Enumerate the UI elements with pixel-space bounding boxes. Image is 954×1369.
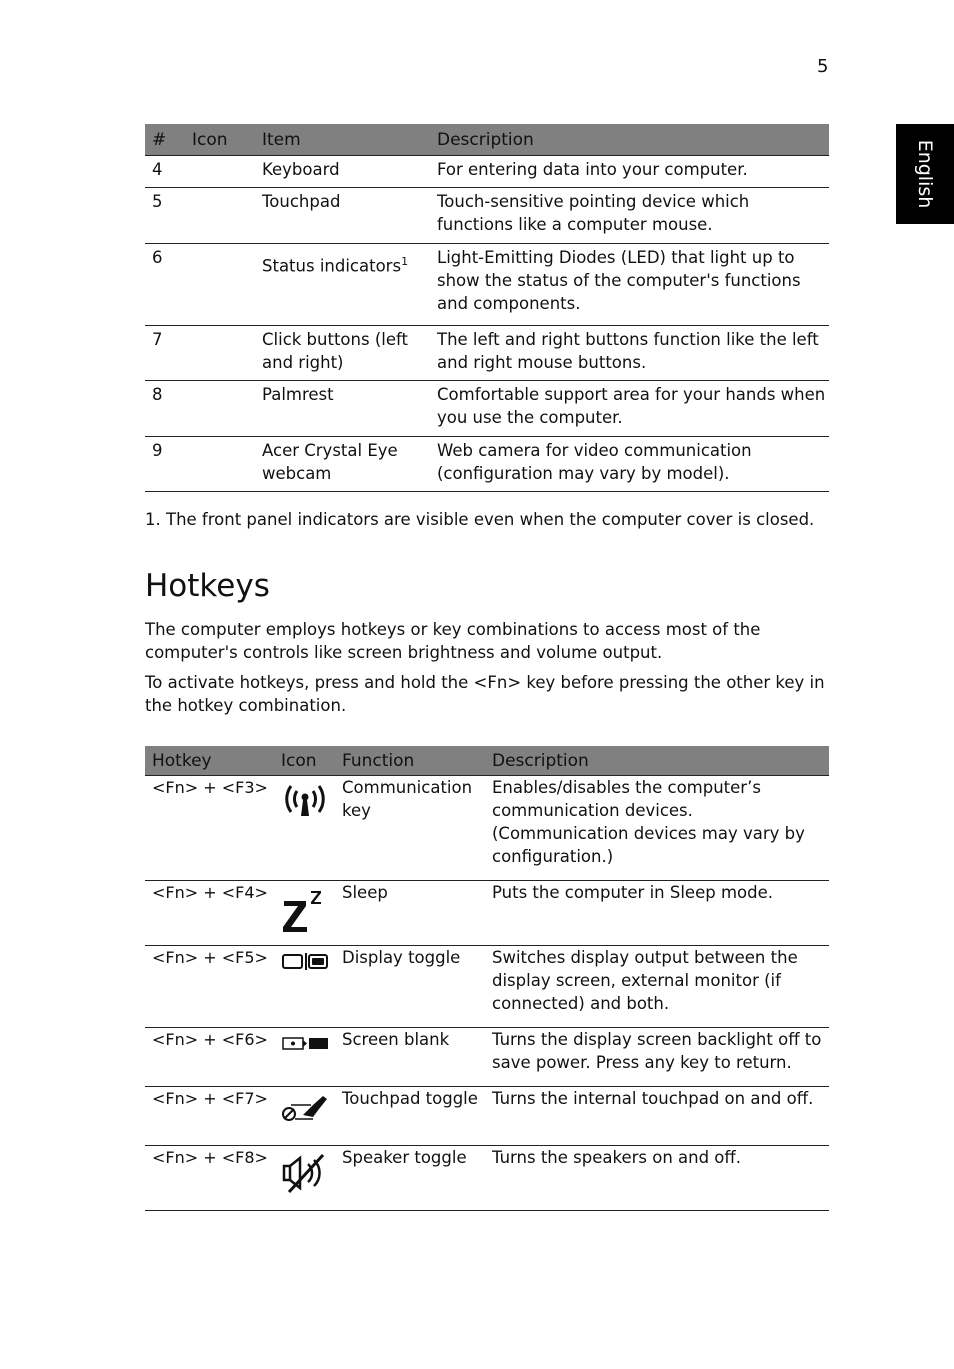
table-row [145,1087,829,1146]
cell-item: Keyboard [255,156,430,188]
header-description: Description [485,746,829,776]
cell-num: 9 [145,437,185,492]
fn-key: <Fn> [473,673,522,692]
table-row [145,156,829,188]
header-icon: Icon [185,124,255,156]
cell-num: 8 [145,381,185,437]
table-row [145,244,829,326]
header-function: Function [335,746,485,776]
section-title: Hotkeys [145,568,270,604]
footnote-ref: 1 [401,255,409,268]
table-row [145,381,829,437]
cell-desc: Switches display output between the display screen, external monitor (if connected) and both. [485,946,829,1028]
cell-desc: Comfortable support area for your hands when you use the computer. [430,381,829,437]
cell-desc: For entering data into your computer. [430,156,829,188]
table-row [145,946,829,1028]
cell-item [255,244,430,326]
cell-hotkey: <Fn> + <F6> [145,1028,274,1087]
cell-desc: Light-Emitting Diodes (LED) that light up to show the status of the computer's functions and components. [430,244,829,326]
paragraph: The computer employs hotkeys or key combinations to access most of the computer's controls like screen brightness and volume output. [145,620,761,662]
cell-desc: Turns the display screen backlight off to save power. Press any key to return. [485,1028,829,1087]
display-toggle-icon [281,952,329,970]
hotkeys-table [145,746,829,1211]
cell-item: Touchpad [255,188,430,244]
cell-desc: Touch-sensitive pointing device which functions like a computer mouse. [430,188,829,244]
header-item: Item [255,124,430,156]
text: To activate hotkeys, press and hold the [145,673,474,692]
cell-function: Speaker toggle [335,1146,485,1211]
cell-desc: Enables/disables the computer’s communication devices. (Communication devices may vary by configuration.) [485,776,829,881]
table-header [145,746,829,776]
cell-function: Sleep [335,881,485,946]
cell-function: Screen blank [335,1028,485,1087]
cell-num: 4 [145,156,185,188]
table-row [145,776,829,881]
cell-desc: Puts the computer in Sleep mode. [485,881,829,946]
table-row [145,881,829,946]
cell-num: 7 [145,326,185,381]
table-header [145,124,829,156]
cell-num: 6 [145,244,185,326]
cell-desc: Turns the internal touchpad on and off. [485,1087,829,1146]
cell-item: Click buttons (left and right) [255,326,430,381]
header-hotkey: Hotkey [145,746,274,776]
cell-hotkey: <Fn> + <F8> [145,1146,274,1211]
header-icon: Icon [274,746,335,776]
speaker-mute-icon [281,1152,329,1194]
cell-hotkey: <Fn> + <F5> [145,946,274,1028]
cell-hotkey: <Fn> + <F4> [145,881,274,946]
cell-hotkey: <Fn> + <F7> [145,1087,274,1146]
header-description: Description [430,124,829,156]
text: key before pressing the other key in the hotkey combination. [145,673,825,715]
table-row [145,437,829,492]
cell-desc: The left and right buttons function like the left and right mouse buttons. [430,326,829,381]
table-row [145,1146,829,1211]
page-number: 5 [817,56,829,77]
cell-desc: Turns the speakers on and off. [485,1146,829,1211]
language-tab-label: English [914,139,936,209]
cell-hotkey: <Fn> + <F3> [145,776,274,881]
cell-function: Communication key [335,776,485,881]
screen-blank-icon [281,1035,329,1051]
cell-function: Touchpad toggle [335,1087,485,1146]
cell-function: Display toggle [335,946,485,1028]
item-text: Status indicators [262,256,402,276]
cell-item: Acer Crystal Eye webcam [255,437,430,492]
table-row [145,326,829,381]
paragraph [145,671,835,717]
components-table [145,124,829,492]
table-row [145,188,829,244]
footnote: 1. The front panel indicators are visible even when the computer cover is closed. [145,510,815,529]
language-tab [896,124,954,224]
wireless-icon [281,782,329,818]
sleep-icon [281,887,325,933]
touchpad-toggle-icon [281,1093,329,1123]
table-row [145,1028,829,1087]
header-num: # [145,124,185,156]
cell-desc: Web camera for video communication (configuration may vary by model). [430,437,829,492]
cell-item: Palmrest [255,381,430,437]
cell-num: 5 [145,188,185,244]
